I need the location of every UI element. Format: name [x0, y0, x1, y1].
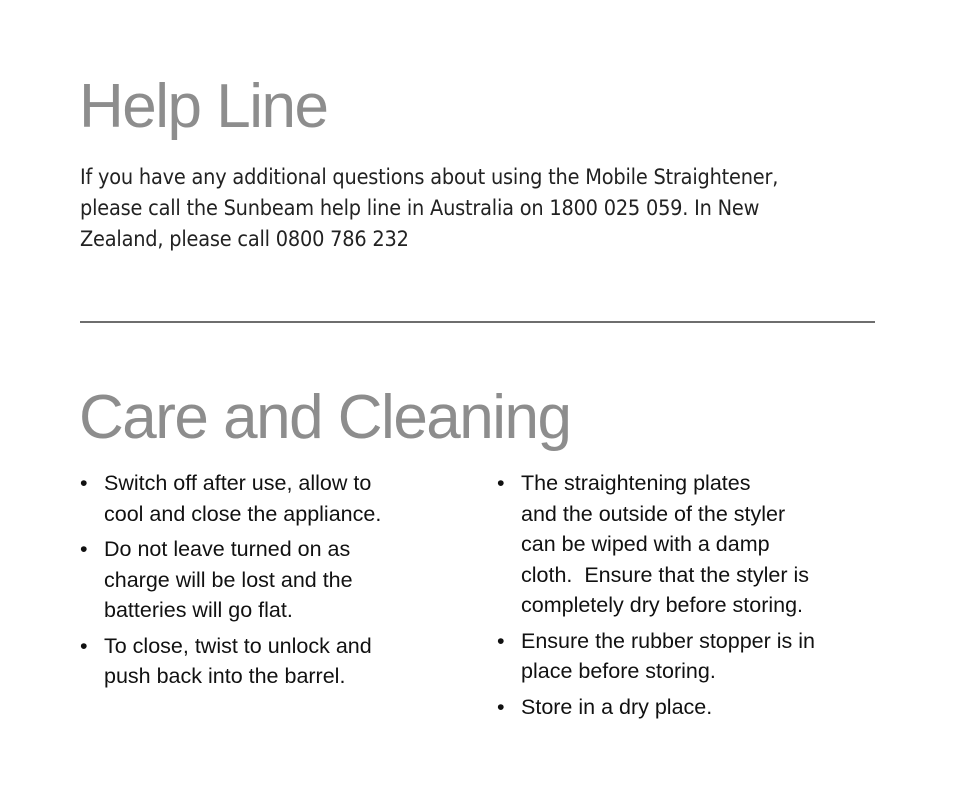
list-item — [497, 626, 877, 687]
list-item-text — [104, 534, 440, 626]
list-item-line: The straightening plates — [521, 471, 751, 495]
help-line-text-line: Zealand, please call 0800 786 232 — [80, 227, 409, 252]
list-item — [80, 631, 440, 692]
help-line-text-line: If you have any additional questions about using the Mobile Straightener, — [80, 165, 779, 190]
list-item-line: To close, twist to unlock and — [104, 633, 372, 658]
list-item-line: place before storing. — [521, 659, 716, 683]
care-and-cleaning-heading: Care and Cleaning — [79, 383, 571, 452]
list-item-line: charge will be lost and the — [104, 567, 353, 592]
bullet-icon: • — [497, 628, 505, 653]
help-line-paragraph — [80, 162, 880, 255]
care-list-right-column — [497, 468, 877, 727]
bullet-icon: • — [80, 471, 88, 495]
list-item-line: Do not leave turned on as — [104, 537, 351, 561]
list-item-line: cloth. Ensure that the styler is — [521, 562, 809, 587]
list-item — [80, 534, 440, 626]
list-item-line: Switch off after use, allow to — [104, 471, 372, 495]
list-item-line: cool and close the appliance. — [104, 501, 382, 526]
list-item-text — [104, 468, 440, 529]
list-item-line: and the outside of the styler — [521, 501, 786, 526]
list-item-line: push back into the barrel. — [104, 664, 346, 688]
help-line-heading: Help Line — [79, 72, 328, 141]
section-divider — [80, 321, 875, 323]
list-item — [80, 468, 440, 529]
list-item — [497, 468, 877, 621]
bullet-icon: • — [80, 633, 88, 658]
list-item-line: completely dry before storing. — [521, 593, 804, 617]
list-item-text — [521, 626, 877, 687]
bullet-icon: • — [497, 471, 505, 495]
list-item-text — [104, 631, 440, 692]
list-item-text — [521, 692, 877, 723]
list-item-text — [521, 468, 877, 621]
list-item — [497, 692, 877, 723]
list-item-line: Store in a dry place. — [521, 694, 713, 719]
bullet-icon: • — [497, 694, 505, 719]
list-item-line: Ensure the rubber stopper is in — [521, 628, 815, 653]
list-item-line: can be wiped with a damp — [521, 532, 770, 556]
help-line-text-line: please call the Sunbeam help line in Australia on 1800 025 059. In New — [80, 196, 760, 221]
care-list-left-column — [80, 468, 440, 697]
list-item-line: batteries will go flat. — [104, 598, 293, 622]
bullet-icon: • — [80, 537, 88, 561]
